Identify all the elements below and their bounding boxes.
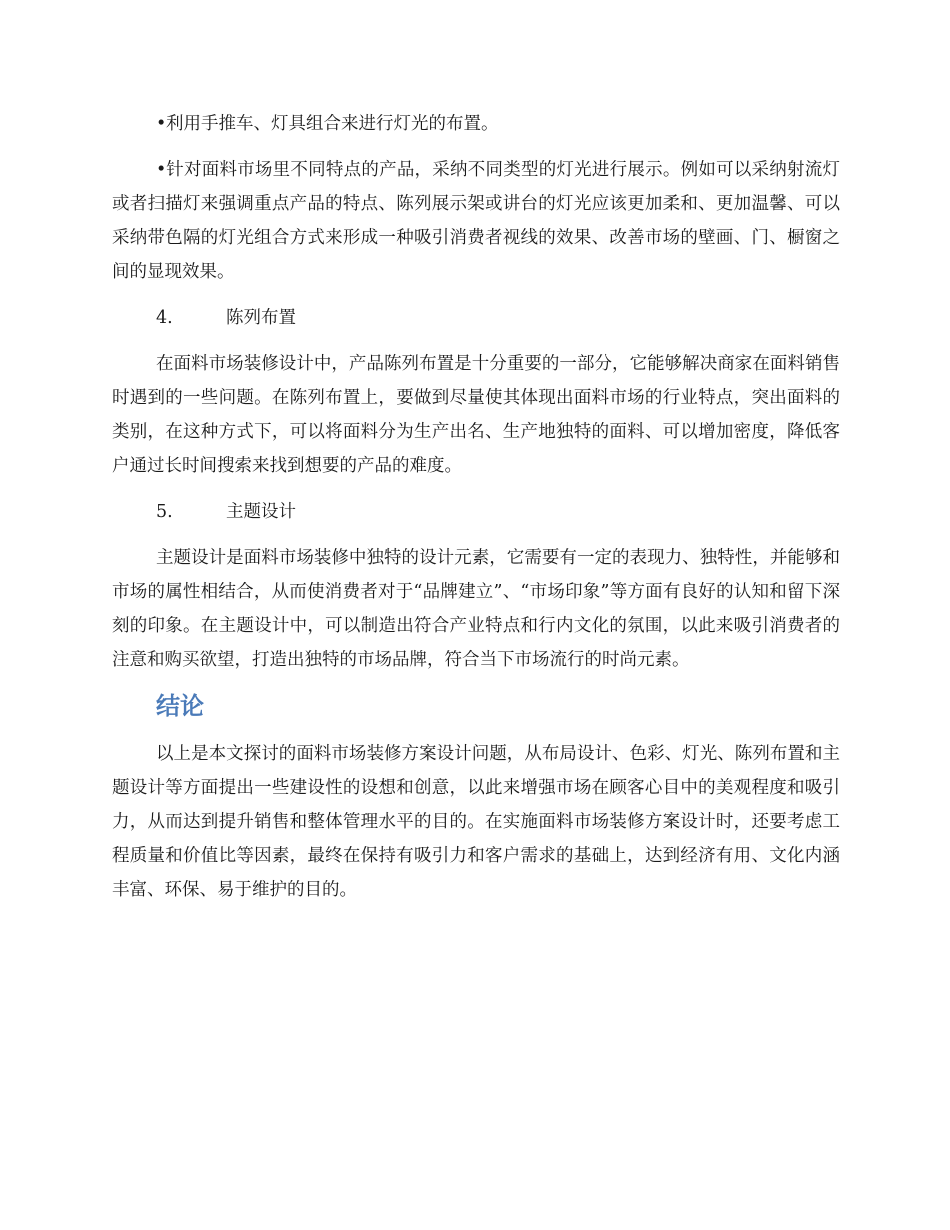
- section-5-body: 主题设计是面料市场装修中独特的设计元素，它需要有一定的表现力、独特性，并能够和市场的属性相结合，从而使消费者对于“品牌建立”、“市场印象”等方面有良好的认知和留下深刻的印象。在主题设计中，可以制造出符合产业特点和行内文化的氛围，以此来吸引消费者的注意和购买欲望，打造出独特的市场品牌，符合当下市场流行的时尚元素。: [112, 548, 840, 670]
- bullet-item: [112, 153, 840, 289]
- section-4-heading: [112, 301, 840, 335]
- section-5-heading: [112, 495, 840, 529]
- conclusion-body: 以上是本文探讨的面料市场装修方案设计问题，从布局设计、色彩、灯光、陈列布置和主题设计等方面提出一些建设性的设想和创意，以此来增强市场在顾客心目中的美观程度和吸引力，从而达到提升销售和整体管理水平的目的。在实施面料市场装修方案设计时，还要考虑工程质量和价值比等因素，最终在保持有吸引力和客户需求的基础上，达到经济有用、文化内涵丰富、环保、易于维护的目的。: [112, 744, 840, 900]
- section-4-title: 陈列布置: [226, 308, 296, 328]
- bullet-dot: •: [156, 114, 167, 134]
- bullet-item: [112, 107, 840, 141]
- document-page: [112, 107, 840, 919]
- section-4-number: 4.: [156, 308, 173, 328]
- conclusion-heading: 结论: [156, 692, 204, 720]
- bullet-text: 针对面料市场里不同特点的产品，采纳不同类型的灯光进行展示。例如可以采纳射流灯或者扫描灯来强调重点产品的特点、陈列展示架或讲台的灯光应该更加柔和、更加温馨、可以采纳带色隔的灯光组合方式来形成一种吸引消费者视线的效果、改善市场的壁画、门、橱窗之间的显现效果。: [112, 160, 840, 282]
- bullet-dot: •: [156, 160, 167, 180]
- section-5-number: 5.: [156, 502, 173, 522]
- section-4-body: 在面料市场装修设计中，产品陈列布置是十分重要的一部分，它能够解决商家在面料销售时遇到的一些问题。在陈列布置上，要做到尽量使其体现出面料市场的行业特点，突出面料的类别，在这种方式下，可以将面料分为生产出名、生产地独特的面料、可以增加密度，降低客户通过长时间搜索来找到想要的产品的难度。: [112, 354, 840, 476]
- section-5-title: 主题设计: [226, 502, 296, 522]
- bullet-text: 利用手推车、灯具组合来进行灯光的布置。: [166, 114, 499, 134]
